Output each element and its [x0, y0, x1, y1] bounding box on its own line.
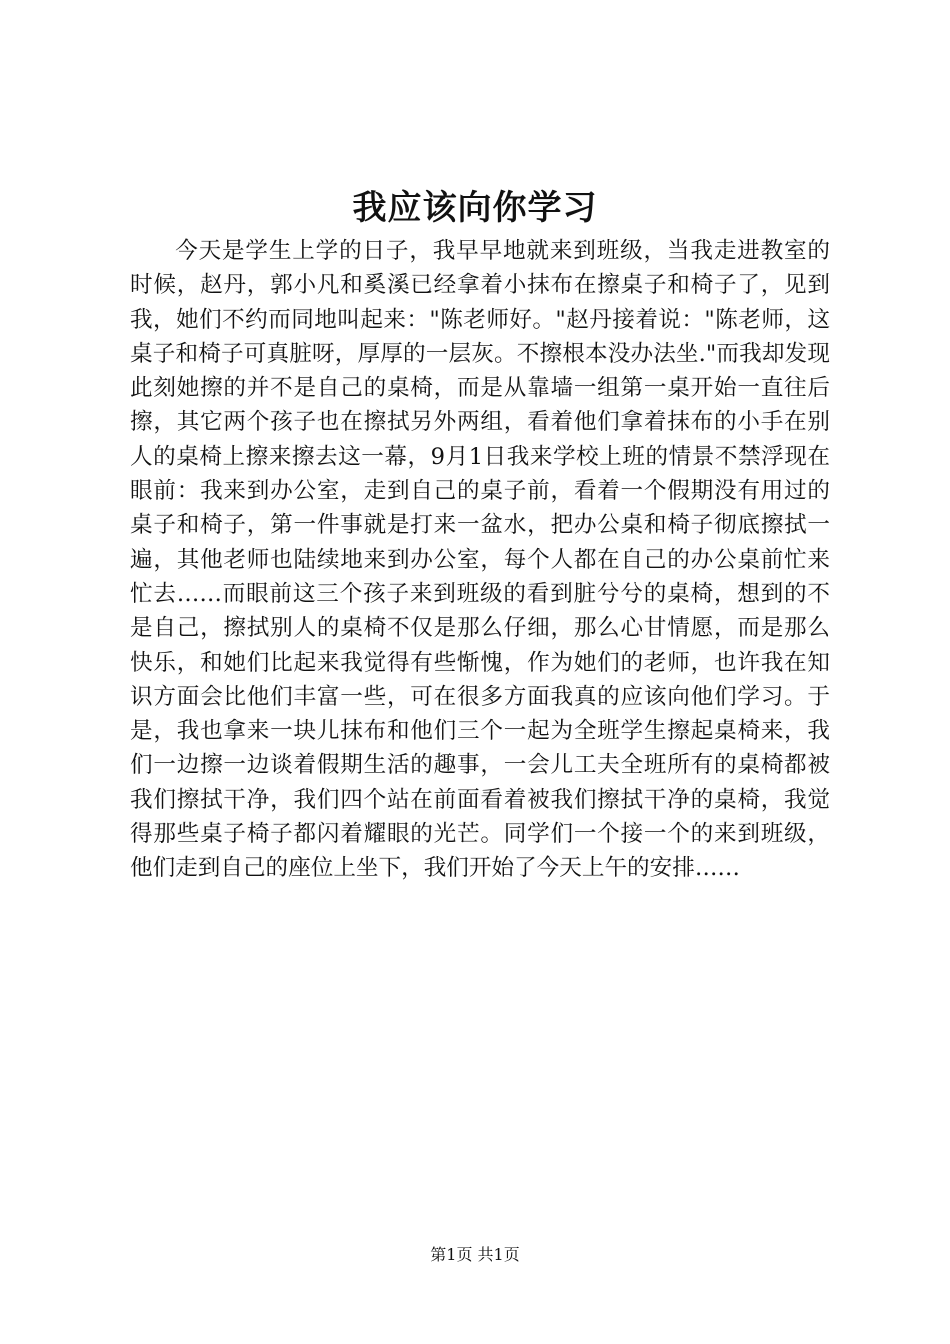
document-title: 我应该向你学习 — [352, 188, 598, 228]
document-body-paragraph: 今天是学生上学的日子，我早早地就来到班级，当我走进教室的时候，赵丹，郭小凡和奚溪已经拿着小抹布在擦桌子和椅子了，见到我，她们不约而同地叫起来："陈老师好。"赵丹接着说："陈老师，这桌子和椅子可真脏呀，厚厚的一层灰。不擦根本没办法坐."而我却发现此刻她擦的并不是自己的桌椅，而是从靠墙一组第一桌开始一直往后擦，其它两个孩子也在擦拭另外两组，看着他们拿着抹布的小手在别人的桌椅上擦来擦去这一幕，9月1日我来学校上班的情景不禁浮现在眼前：我来到办公室，走到自己的桌子前，看着一个假期没有用过的桌子和椅子，第一件事就是打来一盆水，把办公桌和椅子彻底擦拭一遍，其他老师也陆续地来到办公室，每个人都在自己的办公桌前忙来忙去……而眼前这三个孩子来到班级的看到脏兮兮的桌椅，想到的不是自己，擦拭别人的桌椅不仅是那么仔细，那么心甘情愿，而是那么快乐，和她们比起来我觉得有些惭愧，作为她们的老师，也许我在知识方面会比他们丰富一些，可在很多方面我真的应该向他们学习。于是，我也拿来一块儿抹布和他们三个一起为全班学生擦起桌椅来，我们一边擦一边谈着假期生活的趣事，一会儿工夫全班所有的桌椅都被我们擦拭干净，我们四个站在前面看着被我们擦拭干净的桌椅，我觉得那些桌子椅子都闪着耀眼的光芒。同学们一个接一个的来到班级，他们走到自己的座位上坐下，我们开始了今天上午的安排…… — [130, 238, 830, 882]
page-footer: 第1页 共1页 — [430, 1245, 520, 1264]
